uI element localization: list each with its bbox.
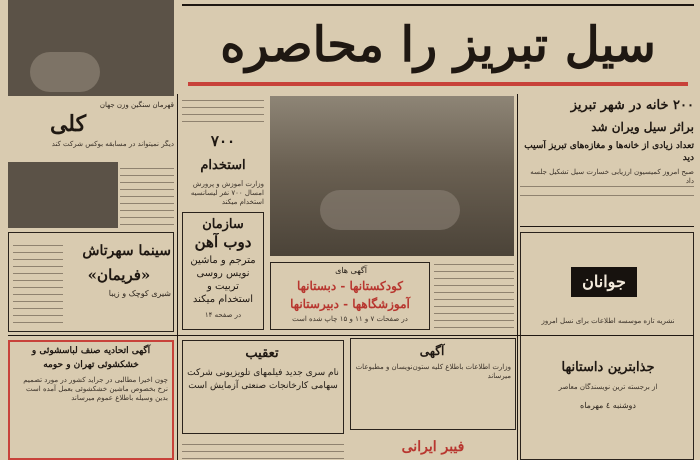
javanan-sub: از برجسته ترین نویسندگان معاصر xyxy=(558,383,658,391)
headline-red-rule xyxy=(188,82,688,86)
column-divider-1 xyxy=(177,94,178,460)
top-left-subcaption: دیگر نمیتواند در مسابقه بوکس شرکت کند xyxy=(51,140,174,148)
notice-ad xyxy=(350,338,516,430)
flood-water-detail xyxy=(320,190,460,230)
javanan-ad xyxy=(520,232,694,460)
flood-body: صبح امروز کمیسیون ارزیابی خسارت سیل تشکیل جلسه داد xyxy=(520,168,694,208)
cinema-sub: شیری کوچک و زیبا xyxy=(108,289,171,298)
dubbing-line7: در صفحه ۱۴ xyxy=(204,311,242,319)
cinema-side-text xyxy=(13,239,63,325)
kindergarten-label: آگهی های xyxy=(335,266,367,275)
pursuit-ad xyxy=(182,340,344,434)
tailoring-ad xyxy=(8,340,174,460)
tailoring-headline1: آگهی اتحادیه صنف لباسشوئی و xyxy=(31,346,151,356)
fiber-headline: فیبر ایرانی xyxy=(401,439,465,455)
top-rule xyxy=(182,4,694,6)
notice-headline: آگهی xyxy=(419,344,445,358)
dubbing-line4: نویس روسی xyxy=(196,268,250,279)
lisans-headline: ۷۰۰ xyxy=(210,132,236,150)
flood-column-rule xyxy=(520,226,694,227)
javanan-logo: جوانان xyxy=(571,267,637,297)
dubbing-line2: دوب آهن xyxy=(194,233,252,251)
kindergarten-note: در صفحات ۷ و ۱۱ و ۱۵ چاپ شده است xyxy=(292,315,408,323)
flood-subhead: براثر سیل ویران شد xyxy=(591,120,694,134)
flood-photo xyxy=(270,96,514,256)
dubbing-line1: سازمان xyxy=(202,217,244,232)
cinema-title: «فریمان» xyxy=(87,266,151,284)
pursuit-headline: تعقیب xyxy=(245,346,279,361)
lisans-subhead: استخدام xyxy=(200,158,246,173)
dubbing-ad xyxy=(182,212,264,330)
dubbing-line3: مترجم و ماشین xyxy=(190,255,256,266)
lisans-body: وزارت آموزش و پرورش امسال ۷۰۰ نفر لیسانسیه استخدام میکند xyxy=(190,180,264,206)
column-divider-2 xyxy=(517,94,518,460)
javanan-date: دوشنبه ٤ مهرماه xyxy=(580,401,636,410)
kindergarten-headline1: کودکستانها - دبستانها xyxy=(296,279,403,293)
kindergarten-headline2: آموزشگاهها - دبیرستانها xyxy=(290,297,410,311)
pursuit-under-text xyxy=(182,438,344,460)
tailoring-headline2: خشکشوئی تهران و حومه xyxy=(43,360,139,370)
under-photo-text xyxy=(434,258,514,330)
cinema-ad xyxy=(8,232,174,332)
top-left-caption: قهرمان سنگین وزن جهان xyxy=(99,101,174,109)
main-headline: سیل تبریز را محاصره xyxy=(220,17,656,73)
notice-body: وزارت اطلاعات باطلاع کلیه ستون‌نویسان و مطبوعات میرساند xyxy=(355,363,511,380)
javanan-tagline: نشریه تازه موسسه اطلاعات برای نسل امروز xyxy=(541,317,675,325)
dubbing-line6: استخدام میکند xyxy=(192,294,254,305)
small-column-text xyxy=(182,94,264,124)
flood-headline: ۲۰۰ خانه در شهر تبریز xyxy=(570,98,694,113)
kindergarten-ad xyxy=(270,262,430,330)
cinema-label: سینما سهرتاش xyxy=(82,243,171,259)
horizontal-divider xyxy=(8,335,694,336)
dubbing-line5: تربیت و xyxy=(207,281,239,292)
flood-deck: تعداد زیادی از خانه‌ها و مغازه‌های تبریز آسیب دید xyxy=(524,141,694,163)
tailoring-body: چون اخیرا مطالبی در جراید کشور در مورد تصمیم نرخ بخصوص ماشین خشکشوئی بعمل آمده است بدین وسیله باطلاع عموم میرساند xyxy=(23,376,168,402)
boxer-side-text xyxy=(120,162,174,228)
javanan-headline: جذابترین داستانها xyxy=(561,360,655,375)
flowers-photo-detail xyxy=(30,52,100,92)
boxer-bottom-photo xyxy=(8,162,118,228)
pursuit-body: نام سری جدید فیلمهای تلویزیونی شرکت سهامی کارخانجات صنعتی آزمایش است xyxy=(187,368,339,391)
top-left-kicker: کلی xyxy=(49,111,87,137)
